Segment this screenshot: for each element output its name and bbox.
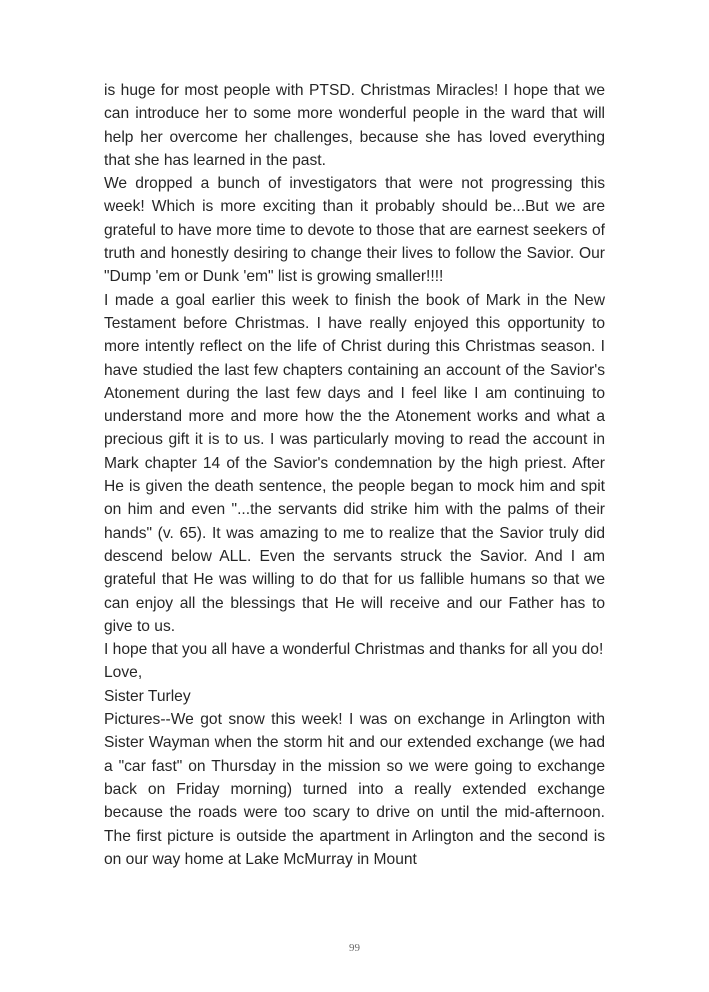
page-number: 99 [349, 942, 360, 954]
paragraph-ptsd-continuation: is huge for most people with PTSD. Christmas Miracles! I hope that we can introduce her to some more wonderful people in the ward that will help her overcome her challenges, because she has loved everything that she has learned in the past. [104, 82, 605, 169]
paragraph-pictures: Pictures--We got snow this week! I was on exchange in Arlington with Sister Wayman when the storm hit and our extended exchange (we had a "car fast" on Thursday in the mission so we were going to exchange back on Friday morning) turned into a really extended exchange because the roads were too scary to drive on until the mid-afternoon. The first picture is outside the apartment in Arlington and the second is on our way home at Lake McMurray in Mount [104, 711, 605, 868]
body-text [104, 79, 605, 871]
paragraph-investigators: We dropped a bunch of investigators that were not progressing this week! Which is more exciting than it probably should be...But we are grateful to have more time to devote to those that are earnest seekers of truth and honestly desiring to change their lives to follow the Savior. Our "Dump 'em or Dunk 'em" list is growing smaller!!!! [104, 175, 605, 286]
paragraph-closing: Love, [104, 664, 143, 682]
paragraph-book-of-mark: I made a goal earlier this week to finish the book of Mark in the New Testament before Christmas. I have really enjoyed this opportunity to more intently reflect on the life of Christ during this Christmas season. I have studied the last few chapters containing an account of the Savior's Atonement during the last few days and I feel like I am continuing to understand more and more how the the Atonement works and what a precious gift it is to us. I was particularly moving to read the account in Mark chapter 14 of the Savior's condemnation by the high priest. After He is given the death sentence, the people began to mock him and spit on him and even "...the servants did strike him with the palms of their hands" (v. 65). It was amazing to me to realize that the Savior truly did descend below ALL. Even the servants struck the Savior. And I am grateful that He was willing to do that for us fallible humans so that we can enjoy all the blessings that He will receive and our Father has to give to us. [104, 291, 605, 635]
paragraph-christmas-wishes: I hope that you all have a wonderful Christmas and thanks for all you do! [104, 641, 604, 659]
paragraph-signature: Sister Turley [104, 687, 191, 705]
